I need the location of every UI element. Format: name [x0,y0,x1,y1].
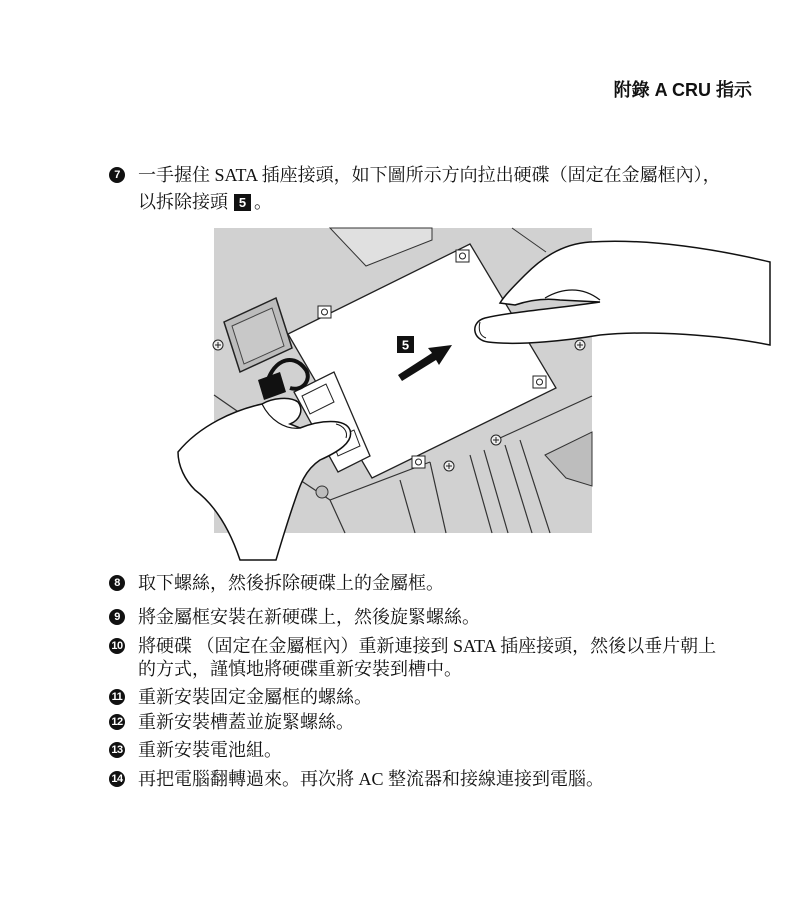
step-13-text: 重新安裝電池組。 [138,740,282,760]
page-header-title: 附錄 A CRU 指示 [613,80,752,100]
step-number-badge: 10 [109,638,125,654]
step-8-text: 取下螺絲，然後拆除硬碟上的金屬框。 [138,573,444,593]
step-10-text-line-2: 的方式，謹慎地將硬碟重新安裝到槽中。 [138,659,462,679]
step-7-text: 以拆除接頭 [138,192,228,212]
step-7-text-line-2 [138,191,272,213]
step-number-badge: 14 [109,771,125,787]
step-14-text: 再把電腦翻轉過來。再次將 AC 整流器和接線連接到電腦。 [138,769,605,789]
callout-label-inline: 5 [234,194,251,211]
rubber-foot [316,486,328,498]
frame-screw-hole [456,250,469,262]
step-number-badge: 7 [109,167,125,183]
callout-label: 5 [401,337,410,353]
frame-screw-hole [533,376,546,388]
step-number-badge: 8 [109,575,125,591]
step-number-badge: 13 [109,742,125,758]
step-10-text-line-1: 將硬碟 （固定在金屬框內）重新連接到 SATA 插座接頭，然後以垂片朝上 [138,636,717,656]
hard-drive-removal-illustration [160,222,780,567]
step-7-text-line-1: 一手握住 SATA 插座接頭，如下圖所示方向拉出硬碟（固定在金屬框內）， [138,165,721,185]
step-7-punctuation: 。 [254,192,272,212]
step-12-text: 重新安裝槽蓋並旋緊螺絲。 [138,712,354,732]
step-9-text: 將金屬框安裝在新硬碟上，然後旋緊螺絲。 [138,607,480,627]
step-11-text: 重新安裝固定金屬框的螺絲。 [138,687,372,707]
step-number-badge: 12 [109,714,125,730]
step-number-badge: 11 [109,689,125,705]
screw-icon [491,435,501,445]
step-number-badge: 9 [109,609,125,625]
frame-screw-hole [318,306,331,318]
screw-icon [575,340,585,350]
screw-icon [444,461,454,471]
frame-screw-hole [412,456,425,468]
screw-icon [213,340,223,350]
